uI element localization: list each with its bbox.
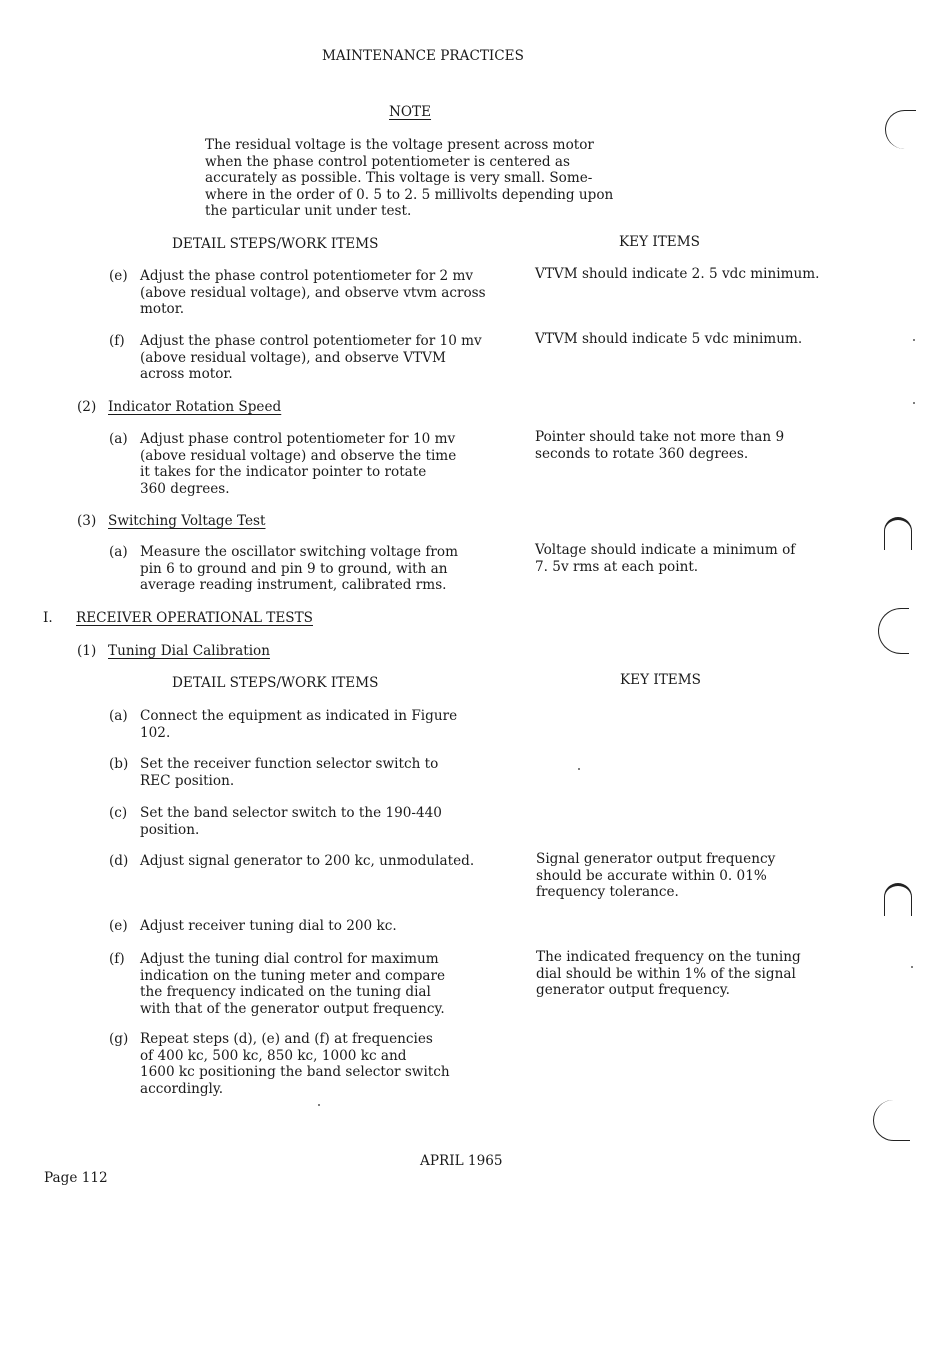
step-label: (a) [109,708,128,724]
key-line: should be accurate within 0. 01% [536,867,767,884]
step-line: motor. [140,301,185,317]
speck [913,402,915,404]
column-heading-key: KEY ITEMS [620,672,701,688]
step-line: of 400 kc, 500 kc, 850 kc, 1000 kc and [140,1047,407,1064]
step-line: Adjust phase control potentiometer for 10 mv [140,431,456,447]
step-line: Connect the equipment as indicated in Figure [140,708,458,724]
step-line: it takes for the indicator pointer to rotate [140,464,427,480]
page-header: MAINTENANCE PRACTICES [322,48,524,64]
key-line: 7. 5v rms at each point. [535,558,699,575]
key-item [536,949,801,999]
step-line: Adjust the phase control potentiometer for 10 mv [140,333,482,349]
step-line: Adjust receiver tuning dial to 200 kc. [140,918,397,934]
section-title: RECEIVER OPERATIONAL TESTS [76,610,313,626]
step-line: across motor. [140,366,233,382]
step-text [140,853,474,870]
speck [578,768,580,770]
step-text [140,268,486,318]
step-line: 1600 kc positioning the band selector switch [140,1064,450,1080]
key-line: Voltage should indicate a minimum of [535,542,796,558]
key-line: frequency tolerance. [536,884,679,900]
section-label: (1) [77,643,97,659]
key-line: Signal generator output frequency [536,851,776,867]
step-line: Adjust the tuning dial control for maximum [140,951,439,967]
key-item [535,266,819,283]
step-line: 360 degrees. [140,480,230,497]
binder-hole-mark [878,608,909,654]
key-item [535,429,784,462]
step-label: (e) [109,268,128,284]
key-line: VTVM should indicate 2. 5 vdc minimum. [535,266,820,282]
binder-hole-mark [884,883,912,916]
speck [318,1104,320,1106]
key-line: dial should be within 1% of the signal [536,965,796,982]
step-line: (above residual voltage), and observe vtvm across [140,284,486,301]
step-line: position. [140,821,200,838]
note-line: accurately as possible. This voltage is very small. Some- [205,170,593,186]
step-line: Adjust the phase control potentiometer for 2 mv [140,268,474,284]
step-line: Repeat steps (d), (e) and (f) at frequencies [140,1031,433,1047]
column-heading-detail: DETAIL STEPS/WORK ITEMS [172,236,379,252]
section-title: Switching Voltage Test [108,513,266,529]
section-label: I. [43,610,53,626]
step-line: (above residual voltage) and observe the time [140,447,457,464]
section-title: Indicator Rotation Speed [108,399,282,415]
note-line: where in the order of 0. 5 to 2. 5 millivolts depending upon [205,186,614,203]
section-title: Tuning Dial Calibration [108,643,270,659]
step-line: REC position. [140,772,235,789]
key-item [535,542,795,575]
key-line: seconds to rotate 360 degrees. [535,445,749,462]
step-label: (e) [109,918,128,934]
speck [913,339,915,341]
step-line: Measure the oscillator switching voltage from [140,544,458,560]
step-label: (f) [109,951,125,967]
note-line: The residual voltage is the voltage present across motor [205,137,594,153]
key-line: VTVM should indicate 5 vdc minimum. [535,331,803,347]
page-number: Page 112 [44,1170,108,1186]
step-text [140,333,482,383]
step-text [140,805,442,838]
step-text [140,1031,450,1097]
key-line: The indicated frequency on the tuning [536,949,801,965]
step-text [140,918,397,935]
step-line: with that of the generator output frequency. [140,1000,445,1017]
binder-hole-mark [873,1100,910,1141]
key-line: generator output frequency. [536,982,730,998]
column-heading-detail: DETAIL STEPS/WORK ITEMS [172,675,379,691]
step-text [140,951,445,1017]
step-line: the frequency indicated on the tuning dial [140,984,431,1000]
step-label: (a) [109,544,128,560]
key-item [535,331,802,348]
binder-hole-mark [885,110,916,149]
column-heading-key: KEY ITEMS [619,234,700,250]
section-label: (3) [77,513,97,529]
step-line: Adjust signal generator to 200 kc, unmodulated. [140,853,475,869]
step-line: Set the receiver function selector switch to [140,756,439,772]
step-label: (a) [109,431,128,447]
section-label: (2) [77,399,97,415]
note-line: the particular unit under test. [205,203,412,219]
step-text [140,431,456,497]
step-text [140,756,438,789]
step-label: (c) [109,805,128,821]
step-text [140,708,457,741]
step-line: indication on the tuning meter and compare [140,967,446,984]
footer-date: APRIL 1965 [420,1153,503,1169]
binder-hole-mark [884,517,912,550]
note-line: when the phase control potentiometer is centered as [205,153,570,170]
step-line: pin 6 to ground and pin 9 to ground, with an [140,560,448,577]
key-item [536,851,775,901]
step-line: Set the band selector switch to the 190-440 [140,805,442,821]
step-text [140,544,458,594]
step-line: (above residual voltage), and observe VTVM [140,349,446,366]
step-line: accordingly. [140,1080,224,1097]
speck [911,966,913,968]
note-title: NOTE [389,104,432,120]
step-label: (b) [109,756,129,772]
step-line: average reading instrument, calibrated rms. [140,577,447,593]
note-body [205,137,613,220]
step-label: (f) [109,333,125,349]
step-label: (d) [109,853,129,869]
step-label: (g) [109,1031,129,1047]
key-line: Pointer should take not more than 9 [535,429,785,445]
step-line: 102. [140,724,171,741]
